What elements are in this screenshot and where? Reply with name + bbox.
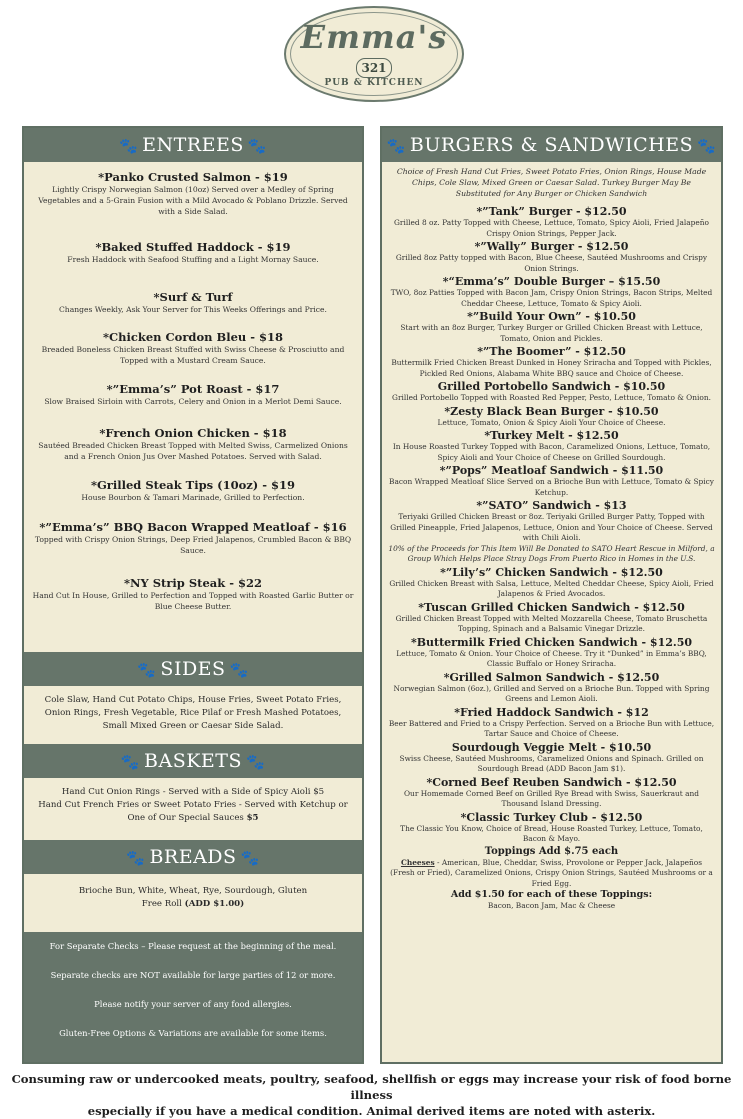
item-desc: Grilled Chicken Breast Topped with Melted Mozzarella Cheese, Tomato Bruschetta Topping, Spinach and a Balsamic Vinegar Drizzle. <box>395 613 708 633</box>
item-title: *”SATO” Sandwich - $13 <box>476 499 627 512</box>
item-title: *”Build Your Own” - $10.50 <box>467 310 636 323</box>
allergy-disclaimer <box>0 1071 743 1119</box>
logo-number: 321 <box>356 58 392 78</box>
logo <box>284 6 464 102</box>
cheeses-label: Cheeses <box>400 857 435 867</box>
paw-icon: 🐾 <box>240 849 260 867</box>
item-desc: Bacon Wrapped Meatloaf Slice Served on a Brioche Bun with Lettuce, Tomato & Spicy Ketchup. <box>389 477 714 497</box>
entrees-title: ENTREES <box>142 134 244 156</box>
item-desc: Norwegian Salmon (6oz.), Grilled and Served on a Brioche Bun. Topped with Spring Greens and Lemon Aioli. <box>393 683 710 703</box>
paw-icon: 🐾 <box>118 137 139 155</box>
baskets-title: BASKETS <box>144 750 242 772</box>
item-desc: Changes Weekly, Ask Your Server for This Weeks Offerings and Price. <box>59 305 327 314</box>
baskets-line1: Hand Cut Onion Rings - Served with a Side of Spicy Aioli $5 <box>61 787 325 797</box>
burgers-title: BURGERS & SANDWICHES <box>409 134 694 156</box>
item-title: *Classic Turkey Club - $12.50 <box>460 810 643 824</box>
logo-name: Emma's <box>300 18 448 56</box>
item-desc: Our Homemade Corned Beef on Grilled Rye Bread with Swiss, Sauerkraut and Thousand Island Dressing. <box>404 788 699 808</box>
entrees-header <box>24 128 362 162</box>
menu-item <box>24 426 362 478</box>
item-desc: Teriyaki Grilled Chicken Breast or 8oz. Teriyaki Grilled Burger Patty, Topped with Grilled Pineapple, Fried Jalapenos, Lettuce, Onion and Your Choice of Cheese. Served with Chili Aioli. <box>390 512 713 542</box>
disclaimer-line1: Consuming raw or undercooked meats, poultry, seafood, shellfish or eggs may increase your risk of food borne illness <box>11 1072 732 1102</box>
right-column <box>380 126 723 1064</box>
toppings <box>382 846 721 912</box>
item-desc: Fresh Haddock with Seafood Stuffing and a Light Mornay Sauce. <box>67 255 319 264</box>
info-box <box>24 932 362 1062</box>
toppings-text <box>388 858 715 890</box>
item-title: *”Tank” Burger - $12.50 <box>476 205 627 218</box>
item-title: *Baked Stuffed Haddock - $19 <box>95 240 291 254</box>
premium-title: Add $1.50 for each of these Toppings: <box>450 889 653 900</box>
paw-icon: 🐾 <box>697 137 717 155</box>
menu-item <box>382 240 721 274</box>
item-desc: Beer Battered and Fried to a Crispy Perfection. Served on a Brioche Bun with Lettuce, Tartar Sauce and Choice of Cheese. <box>388 718 715 738</box>
item-note: 10% of the Proceeds for This Item Will Be Donated to SATO Heart Rescue in Milford, a Group Which Helps Place Stray Dogs From Puerto Rico in Homes in the U.S. <box>388 543 715 563</box>
item-title: *Fried Haddock Sandwich - $12 <box>454 705 649 719</box>
info-line: Separate checks are NOT available for large parties of 12 or more. <box>50 970 336 980</box>
disclaimer-line2: especially if you have a medical condition. Animal derived items are noted with asterix. <box>87 1104 656 1118</box>
menu-item <box>382 405 721 429</box>
item-title: *”Emma’s” Pot Roast - $17 <box>106 382 280 396</box>
item-desc: Slow Braised Sirloin with Carrots, Celery and Onion in a Merlot Demi Sauce. <box>44 397 342 406</box>
paw-icon: 🐾 <box>126 849 146 867</box>
baskets-line2 <box>36 799 350 825</box>
item-title: *Corned Beef Reuben Sandwich - $12.50 <box>426 775 677 789</box>
item-title: *”Wally” Burger - $12.50 <box>474 240 629 253</box>
menu-item <box>24 576 362 632</box>
paw-icon: 🐾 <box>137 661 157 679</box>
breads-text <box>64 885 322 911</box>
info-line: Please notify your server of any food allergies. <box>94 999 292 1009</box>
baskets-header <box>24 744 362 778</box>
item-title: *”The Boomer” - $12.50 <box>477 345 626 358</box>
item-title: *Panko Crusted Salmon - $19 <box>98 170 288 184</box>
item-desc: The Classic You Know, Choice of Bread, House Roasted Turkey, Lettuce, Tomato, Bacon & Mayo. <box>400 823 703 843</box>
item-title: *Grilled Salmon Sandwich - $12.50 <box>443 670 660 684</box>
item-desc: Lightly Crispy Norwegian Salmon (10oz) Served over a Medley of Spring Vegetables and a 5-Grain Fusion with a Mild Avocado & Poblano Drizzle. Served with a Side Salad. <box>38 185 348 216</box>
logo-subtitle: PUB & KITCHEN <box>324 78 424 88</box>
sides-header <box>24 652 362 686</box>
toppings-title: Toppings Add $.75 each <box>484 845 619 857</box>
breads-header <box>24 840 362 874</box>
menu-item <box>382 205 721 239</box>
menu-item <box>382 345 721 379</box>
item-desc: Topped with Crispy Onion Strings, Deep Fried Jalapenos, Crumbled Bacon & BBQ Sauce. <box>34 535 352 555</box>
item-desc: Breaded Boneless Chicken Breast Stuffed with Swiss Cheese & Prosciutto and Topped with a Mustard Cream Sauce. <box>41 345 345 365</box>
burgers-intro: Choice of Fresh Hand Cut Fries, Sweet Potato Fries, Onion Rings, House Made Chips, Cole Slaw, Mixed Green or Caesar Salad. Turkey Burger May Be Substituted for Any Burger or Chicken Sandwich <box>396 167 707 198</box>
menu-item <box>382 811 721 845</box>
item-title: *“Emma’s” Double Burger – $15.50 <box>442 275 661 288</box>
menu-item <box>24 240 362 290</box>
item-desc: Lettuce, Tomato, Onion & Spicy Aioli Your Choice of Cheese. <box>437 417 666 427</box>
breads-price: (ADD $1.00) <box>184 899 245 909</box>
item-title: *NY Strip Steak - $22 <box>124 576 262 590</box>
paw-icon: 🐾 <box>120 753 141 771</box>
item-title: *”Pops” Meatloaf Sandwich - $11.50 <box>439 464 664 477</box>
menu-item <box>24 478 362 520</box>
item-title: *Buttermilk Fried Chicken Sandwich - $12.50 <box>410 635 693 649</box>
menu-item <box>382 464 721 498</box>
menu-item <box>24 330 362 382</box>
item-desc: Buttermilk Fried Chicken Breast Dunked in Honey Sriracha and Topped with Pickles, Pickled Red Onions, Alabama White BBQ sauce and Choice of Cheese. <box>391 358 712 378</box>
item-title: *Zesty Black Bean Burger - $10.50 <box>444 404 659 418</box>
menu-item <box>382 566 721 600</box>
menu-item <box>382 706 721 740</box>
item-title: *Chicken Cordon Bleu - $18 <box>102 330 284 344</box>
entrees-list <box>24 162 362 632</box>
item-title: Grilled Portobello Sandwich - $10.50 <box>437 380 666 393</box>
item-desc: Grilled Portobello Topped with Roasted Red Pepper, Pesto, Lettuce, Tomato & Onion. <box>392 393 711 402</box>
breads-list: Brioche Bun, White, Wheat, Rye, Sourdough, Gluten Free Roll <box>78 886 308 909</box>
menu-item <box>382 601 721 635</box>
menu-item <box>24 290 362 330</box>
item-desc: Lettuce, Tomato & Onion. Your Choice of Cheese. Try it “Dunked” in Emma’s BBQ, Classic Buffalo or Honey Sriracha. <box>396 648 707 668</box>
item-title: *Grilled Steak Tips (10oz) - $19 <box>90 478 296 492</box>
baskets-text <box>24 786 362 825</box>
paw-icon: 🐾 <box>386 137 406 155</box>
baskets-line2-text: Hand Cut French Fries or Sweet Potato Fries - Served with Ketchup or One of Our Special Sauces <box>38 800 348 823</box>
item-desc: Grilled Chicken Breast with Salsa, Lettuce, Melted Cheddar Cheese, Spicy Aioli, Fried Jalapenos & Fried Avocados. <box>389 578 714 598</box>
sides-title: SIDES <box>160 658 226 680</box>
item-desc: Hand Cut In House, Grilled to Perfection and Topped with Roasted Garlic Butter or Blue Cheese Butter. <box>32 591 354 611</box>
item-title: *Tuscan Grilled Chicken Sandwich - $12.50 <box>418 600 685 614</box>
info-line: For Separate Checks – Please request at the beginning of the meal. <box>49 941 337 951</box>
menu-item <box>24 382 362 426</box>
left-column <box>22 126 364 1064</box>
burgers-list <box>382 199 721 912</box>
item-title: *Surf & Turf <box>153 290 233 304</box>
menu-item <box>382 499 721 565</box>
paw-icon: 🐾 <box>245 753 266 771</box>
info-line: Gluten-Free Options & Variations are available for some items. <box>59 1028 327 1038</box>
baskets-line2-price: $5 <box>246 813 259 823</box>
item-title: *Turkey Melt - $12.50 <box>484 429 619 442</box>
item-title: Sourdough Veggie Melt - $10.50 <box>451 740 652 754</box>
item-desc: House Bourbon & Tamari Marinade, Grilled to Perfection. <box>81 493 305 502</box>
item-title: *French Onion Chicken - $18 <box>99 426 287 440</box>
item-desc: Sautéed Breaded Chicken Breast Topped with Melted Swiss, Carmelized Onions and a French Onion Jus Over Mashed Potatoes. Served with Salad. <box>38 441 348 461</box>
item-desc: Grilled 8 oz. Patty Topped with Cheese, Lettuce, Tomato, Spicy Aioli, Fried Jalapeño Crispy Onion Strings, Pepper Jack. <box>394 218 709 238</box>
item-desc: Swiss Cheese, Sautéed Mushrooms, Caramelized Onions and Spinach. Grilled on Sourdough Bread (ADD Bacon Jam $1). <box>399 753 704 773</box>
item-desc: Grilled 8oz Patty topped with Bacon, Blue Cheese, Sautéed Mushrooms and Crispy Onion Strings. <box>395 253 708 273</box>
premium-text: Bacon, Bacon Jam, Mac & Cheese <box>487 901 616 910</box>
item-desc: TWO, 8oz Patties Topped with Bacon Jam, Crispy Onion Strings, Bacon Strips, Melted Cheddar Cheese, Lettuce, Tomato & Spicy Aioli. <box>390 288 713 308</box>
menu-item <box>382 380 721 404</box>
sides-text: Cole Slaw, Hand Cut Potato Chips, House Fries, Sweet Potato Fries, Onion Rings, Fresh Vegetable, Rice Pilaf or Fresh Mashed Potatoes, Small Mixed Green or Caesar Side Salad. <box>44 695 342 731</box>
cheeses-text: - American, Blue, Cheddar, Swiss, Provolone or Pepper Jack, Jalapeños (Fresh or Fried), Caramelized Onions, Crispy Onion Strings, Sautéed Mushrooms or a Fried Egg. <box>390 857 713 888</box>
item-title: *”Lily’s” Chicken Sandwich - $12.50 <box>440 565 663 579</box>
item-desc: In House Roasted Turkey Topped with Bacon, Caramelized Onions, Lettuce, Tomato, Spicy Aioli and Your Choice of Cheese on Grilled Sourdough. <box>392 442 711 462</box>
menu-item <box>382 636 721 670</box>
menu-item <box>382 310 721 344</box>
menu-item <box>382 275 721 309</box>
menu-item <box>24 520 362 576</box>
menu-item <box>24 170 362 240</box>
menu-item <box>382 741 721 775</box>
burgers-header <box>382 128 721 162</box>
paw-icon: 🐾 <box>247 137 268 155</box>
item-title: *”Emma’s” BBQ Bacon Wrapped Meatloaf - $16 <box>39 520 347 534</box>
paw-icon: 🐾 <box>229 661 249 679</box>
breads-title: BREADS <box>149 846 237 868</box>
menu-item <box>382 776 721 810</box>
item-desc: Start with an 8oz Burger, Turkey Burger or Grilled Chicken Breast with Lettuce, Tomato, Onion and Pickles. <box>400 323 703 343</box>
menu-item <box>382 429 721 463</box>
menu-item <box>382 671 721 705</box>
